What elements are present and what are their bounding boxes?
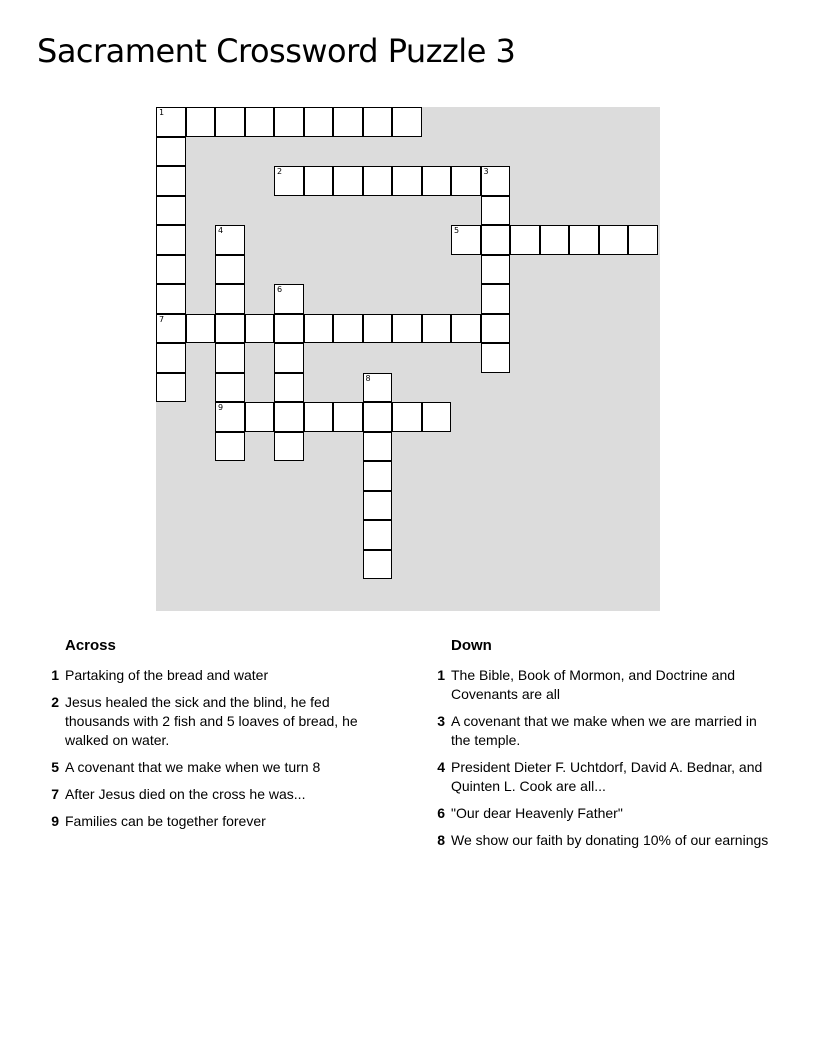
clue-item (426, 666, 776, 704)
grid-cell[interactable] (186, 107, 216, 137)
cell-number: 7 (159, 314, 165, 324)
clue-text: A covenant that we make when we turn 8 (65, 759, 321, 775)
clue-number: 2 (51, 694, 59, 710)
crossword-grid (156, 107, 660, 611)
grid-cell[interactable] (422, 166, 452, 196)
grid-cell[interactable] (304, 314, 334, 344)
grid-cell[interactable] (156, 225, 186, 255)
grid-cell[interactable] (333, 402, 363, 432)
clue-number: 4 (437, 759, 445, 775)
down-heading: Down (451, 637, 492, 654)
grid-cell[interactable] (156, 314, 186, 344)
grid-cell[interactable] (304, 402, 334, 432)
grid-cell[interactable] (156, 137, 186, 167)
clue-number: 3 (437, 713, 445, 729)
clue-number: 1 (51, 667, 59, 683)
grid-cell[interactable] (274, 432, 304, 462)
grid-cell[interactable] (304, 166, 334, 196)
cell-number: 3 (483, 167, 489, 176)
clue-item (40, 693, 390, 750)
grid-cell[interactable] (215, 373, 245, 403)
clue-text: Jesus healed the sick and the blind, he fed thousands with 2 fish and 5 loaves of bread, he walked on water. (65, 694, 358, 748)
clue-number: 7 (51, 786, 59, 802)
grid-cell[interactable] (422, 402, 452, 432)
cell-number: 6 (277, 285, 283, 294)
clue-number: 9 (51, 813, 59, 829)
grid-cell[interactable] (156, 343, 186, 373)
grid-cell[interactable] (422, 314, 452, 344)
grid-cell[interactable] (628, 225, 658, 255)
grid-cell[interactable] (274, 314, 304, 344)
clue-item (40, 666, 390, 685)
clue-item (426, 804, 776, 823)
grid-cell[interactable] (215, 255, 245, 285)
cell-number: 4 (218, 226, 224, 235)
cell-number: 2 (277, 167, 283, 176)
clue-number: 8 (437, 832, 445, 848)
grid-cell[interactable] (363, 166, 393, 196)
grid-cell[interactable] (481, 314, 511, 344)
clue-text: A covenant that we make when we are married in the temple. (451, 713, 757, 748)
grid-cell[interactable] (481, 284, 511, 314)
grid-cell[interactable] (451, 166, 481, 196)
grid-cell[interactable] (333, 166, 363, 196)
grid-cell[interactable] (481, 343, 511, 373)
grid-cell[interactable] (156, 166, 186, 196)
grid-cell[interactable] (363, 373, 393, 403)
grid-cell[interactable] (274, 402, 304, 432)
clue-item (40, 785, 390, 804)
grid-cell[interactable] (392, 314, 422, 344)
across-heading: Across (65, 637, 116, 654)
clue-number: 5 (51, 759, 59, 775)
grid-cell[interactable] (245, 107, 275, 137)
page-title: Sacrament Crossword Puzzle 3 (37, 32, 516, 70)
grid-cell[interactable] (363, 314, 393, 344)
grid-cell[interactable] (333, 107, 363, 137)
grid-cell[interactable] (392, 166, 422, 196)
grid-cell[interactable] (156, 107, 186, 137)
grid-cell[interactable] (304, 107, 334, 137)
grid-cell[interactable] (481, 166, 511, 196)
grid-cell[interactable] (363, 432, 393, 462)
grid-cell[interactable] (363, 107, 393, 137)
grid-cell[interactable] (156, 255, 186, 285)
grid-cell[interactable] (363, 461, 393, 491)
grid-cell[interactable] (215, 314, 245, 344)
grid-cell[interactable] (215, 225, 245, 255)
clue-number: 6 (437, 805, 445, 821)
grid-cell[interactable] (156, 196, 186, 226)
grid-cell[interactable] (363, 520, 393, 550)
clue-text: We show our faith by donating 10% of our earnings (451, 832, 769, 848)
grid-cell[interactable] (333, 314, 363, 344)
grid-cell[interactable] (510, 225, 540, 255)
grid-cell[interactable] (363, 550, 393, 580)
grid-cell[interactable] (451, 225, 481, 255)
clue-item (426, 758, 776, 796)
clue-item (426, 712, 776, 750)
grid-cell[interactable] (186, 314, 216, 344)
grid-cell[interactable] (274, 166, 304, 196)
grid-cell[interactable] (599, 225, 629, 255)
grid-cell[interactable] (215, 432, 245, 462)
grid-cell[interactable] (363, 491, 393, 521)
grid-cell[interactable] (392, 107, 422, 137)
grid-cell[interactable] (481, 255, 511, 285)
clue-item (426, 831, 776, 850)
grid-cell[interactable] (215, 107, 245, 137)
grid-cell[interactable] (215, 402, 245, 432)
cell-number: 9 (218, 403, 224, 412)
cell-number: 1 (159, 108, 165, 117)
grid-cell[interactable] (569, 225, 599, 255)
grid-cell[interactable] (215, 343, 245, 373)
grid-cell[interactable] (215, 284, 245, 314)
grid-cell[interactable] (540, 225, 570, 255)
clue-text: "Our dear Heavenly Father" (451, 805, 623, 821)
grid-cell[interactable] (363, 402, 393, 432)
grid-cell[interactable] (245, 314, 275, 344)
grid-cell[interactable] (481, 196, 511, 226)
grid-cell[interactable] (274, 107, 304, 137)
grid-cell[interactable] (156, 373, 186, 403)
clue-item (40, 812, 390, 831)
across-clues (40, 636, 390, 839)
grid-cell[interactable] (481, 225, 511, 255)
clue-text: Partaking of the bread and water (65, 667, 269, 683)
cell-number: 8 (365, 373, 371, 383)
cell-number: 5 (454, 226, 460, 235)
grid-cell[interactable] (156, 284, 186, 314)
clue-text: After Jesus died on the cross he was... (65, 786, 306, 802)
grid-cell[interactable] (274, 343, 304, 373)
clue-text: The Bible, Book of Mormon, and Doctrine and Covenants are all (451, 667, 736, 702)
grid-cell[interactable] (451, 314, 481, 344)
grid-cell[interactable] (274, 284, 304, 314)
clue-item (40, 758, 390, 777)
clue-number: 1 (437, 667, 445, 683)
grid-cell[interactable] (245, 402, 275, 432)
down-clues (426, 636, 776, 858)
grid-cell[interactable] (392, 402, 422, 432)
clue-text: President Dieter F. Uchtdorf, David A. Bednar, and Quinten L. Cook are all... (451, 759, 763, 794)
grid-cell[interactable] (274, 373, 304, 403)
clue-text: Families can be together forever (65, 813, 266, 829)
